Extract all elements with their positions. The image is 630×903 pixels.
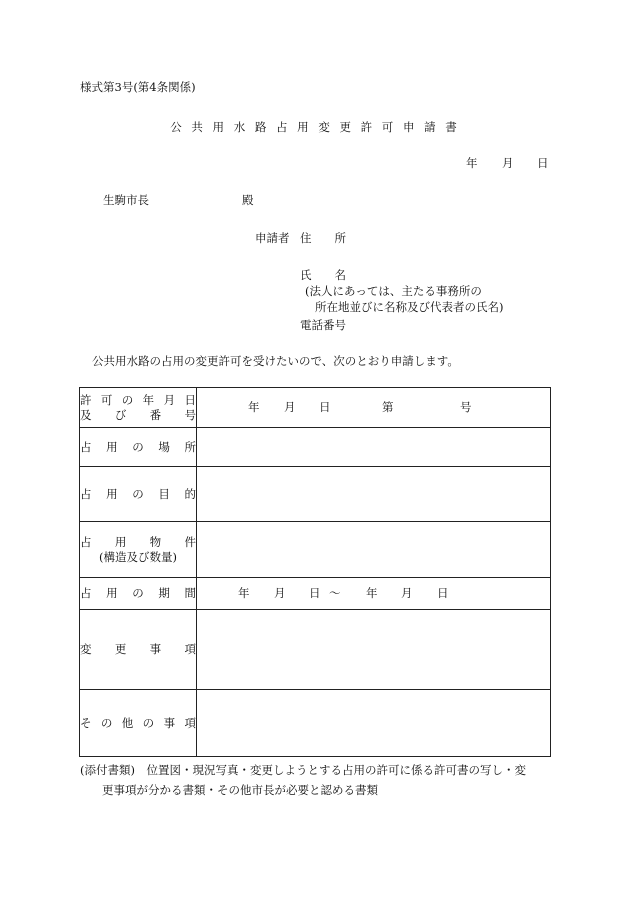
- change-value[interactable]: [197, 610, 551, 690]
- application-table: [79, 387, 551, 757]
- row-object: [80, 522, 551, 578]
- object-sub-label: (構造及び数量): [99, 549, 177, 564]
- row-change: [80, 610, 551, 690]
- addressee-name: 生駒市長: [103, 193, 149, 207]
- corp-note-line1: (法人にあっては、主たる事務所の: [305, 284, 482, 298]
- attachments-note: [80, 763, 555, 798]
- phone-label: 電話番号: [300, 318, 346, 332]
- object-value[interactable]: [197, 522, 551, 578]
- attachments-line2: 更事項が分かる書類・その他市長が必要と認める書類: [102, 782, 378, 797]
- form-number: 様式第3号(第4条関係): [80, 80, 196, 94]
- purpose-label: 占 用 の 目 的: [80, 467, 197, 522]
- row-purpose: [80, 467, 551, 522]
- address-label: 住 所: [300, 231, 346, 245]
- permit-label: [80, 388, 197, 428]
- corp-note-line2: 所在地並びに名称及び代表者の氏名): [315, 300, 504, 314]
- date-day: 日: [537, 156, 549, 170]
- change-label: 変 更 事 項: [80, 610, 197, 690]
- document-title: 公 共 用 水 路 占 用 変 更 許 可 申 請 書: [170, 120, 460, 134]
- row-other: [80, 690, 551, 757]
- name-label: 氏 名: [300, 268, 346, 282]
- period-value[interactable]: 年 月 日 ～ 年 月 日: [197, 578, 551, 610]
- row-place: [80, 428, 551, 467]
- date-year: 年: [466, 156, 478, 170]
- place-label: 占 用 の 場 所: [80, 428, 197, 467]
- period-label: 占 用 の 期 間: [80, 578, 197, 610]
- object-label: 占 用 物 件 (構造及び数量): [80, 522, 197, 578]
- other-value[interactable]: [197, 690, 551, 757]
- application-statement: 公共用水路の占用の変更許可を受けたいので、次のとおり申請します。: [92, 354, 459, 368]
- permit-label-line1: 許 可 の 年 月 日: [80, 392, 196, 407]
- addressee-honorific: 殿: [242, 193, 254, 207]
- attachments-line1: (添付書類) 位置図・現況写真・変更しようとする占用の許可に係る許可書の写し・変: [80, 763, 526, 777]
- row-permit: [80, 388, 551, 428]
- other-label: そ の 他 の 事 項: [80, 690, 197, 757]
- applicant-label: 申請者: [255, 231, 290, 245]
- date-month: 月: [502, 156, 514, 170]
- place-value[interactable]: [197, 428, 551, 467]
- purpose-value[interactable]: [197, 467, 551, 522]
- row-period: [80, 578, 551, 610]
- permit-value[interactable]: 年 月 日 第 号: [197, 388, 551, 428]
- permit-label-line2: 及 び 番 号: [80, 407, 196, 422]
